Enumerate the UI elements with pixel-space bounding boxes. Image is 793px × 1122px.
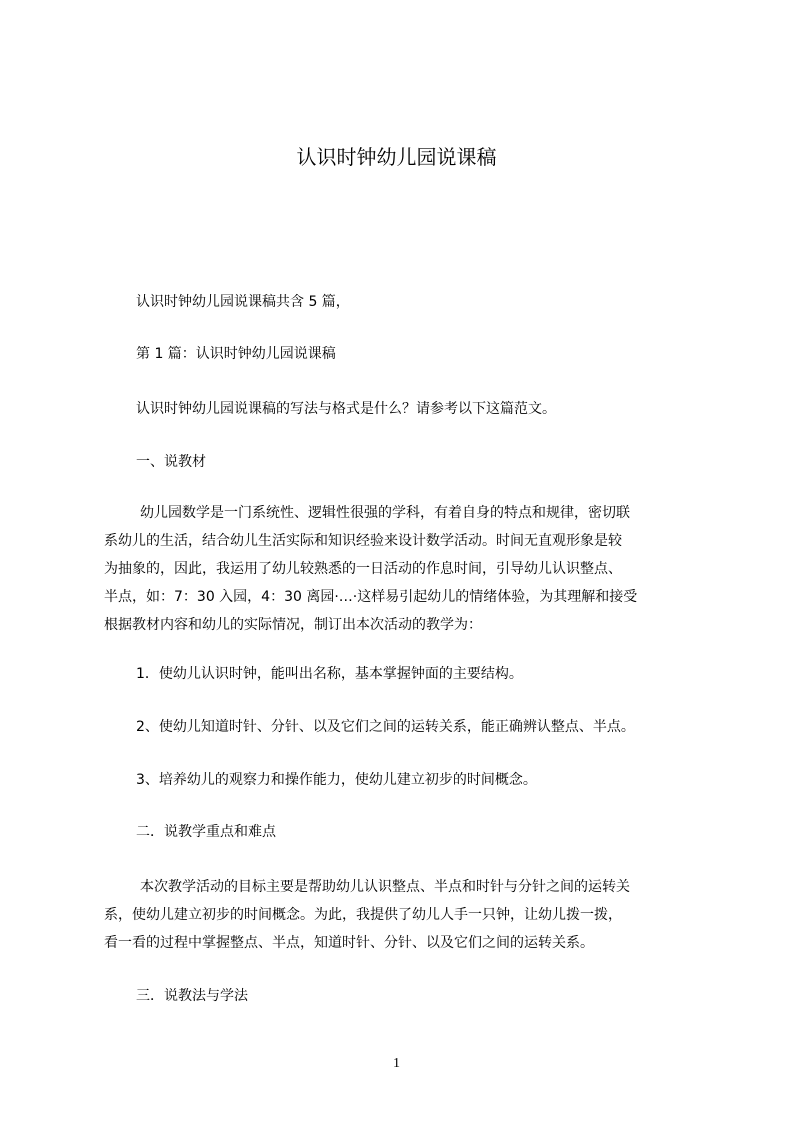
text-line: 系，使幼儿建立初步的时间概念。为此，我提供了幼儿人手一只钟，让幼儿拨一拨， — [104, 907, 622, 923]
page-number: 1 — [393, 1056, 400, 1071]
text-line: 半点，如：7：30 入园，4：30 离园·…·这样易引起幼儿的情绪体验，为其理解和接受 — [104, 589, 638, 605]
text-line: 根据教材内容和幼儿的实际情况，制订出本次活动的教学为： — [104, 617, 482, 633]
text-line: 系幼儿的生活，结合幼儿生活实际和知识经验来设计数学活动。时间无直观形象是较 — [104, 533, 622, 549]
section1-heading: 一、说教材 — [136, 454, 206, 470]
text-line: 本次教学活动的目标主要是帮助幼儿认识整点、半点和时针与分针之间的运转关 — [140, 879, 630, 895]
intro-paragraph: 认识时钟幼儿园说课稿共含 5 篇， — [136, 294, 350, 310]
section3-heading: 三．说教法与学法 — [136, 988, 248, 1004]
document-title: 认识时钟幼儿园说课稿 — [296, 145, 497, 169]
part-heading: 第 1 篇：认识时钟幼儿园说课稿 — [136, 346, 336, 362]
section2-body — [104, 873, 698, 957]
text-line: 幼儿园数学是一门系统性、逻辑性很强的学科，有着自身的特点和规律，密切联 — [140, 505, 630, 521]
text-line: 看一看的过程中掌握整点、半点，知道时针、分针、以及它们之间的运转关系。 — [104, 935, 594, 951]
section2-heading: 二．说教学重点和难点 — [136, 824, 276, 840]
goal-2: 2、使幼儿知道时针、分针、以及它们之间的运转关系，能正确辨认整点、半点。 — [136, 719, 635, 735]
section1-body — [104, 499, 698, 639]
text-line: 为抽象的，因此，我运用了幼儿较熟悉的一日活动的作息时间，引导幼儿认识整点、 — [104, 561, 622, 577]
question-paragraph: 认识时钟幼儿园说课稿的写法与格式是什么？请参考以下这篇范文。 — [136, 401, 556, 417]
goal-3: 3、培养幼儿的观察力和操作能力，使幼儿建立初步的时间概念。 — [136, 772, 537, 788]
goal-1: 1．使幼儿认识时钟，能叫出名称，基本掌握钟面的主要结构。 — [136, 666, 523, 682]
